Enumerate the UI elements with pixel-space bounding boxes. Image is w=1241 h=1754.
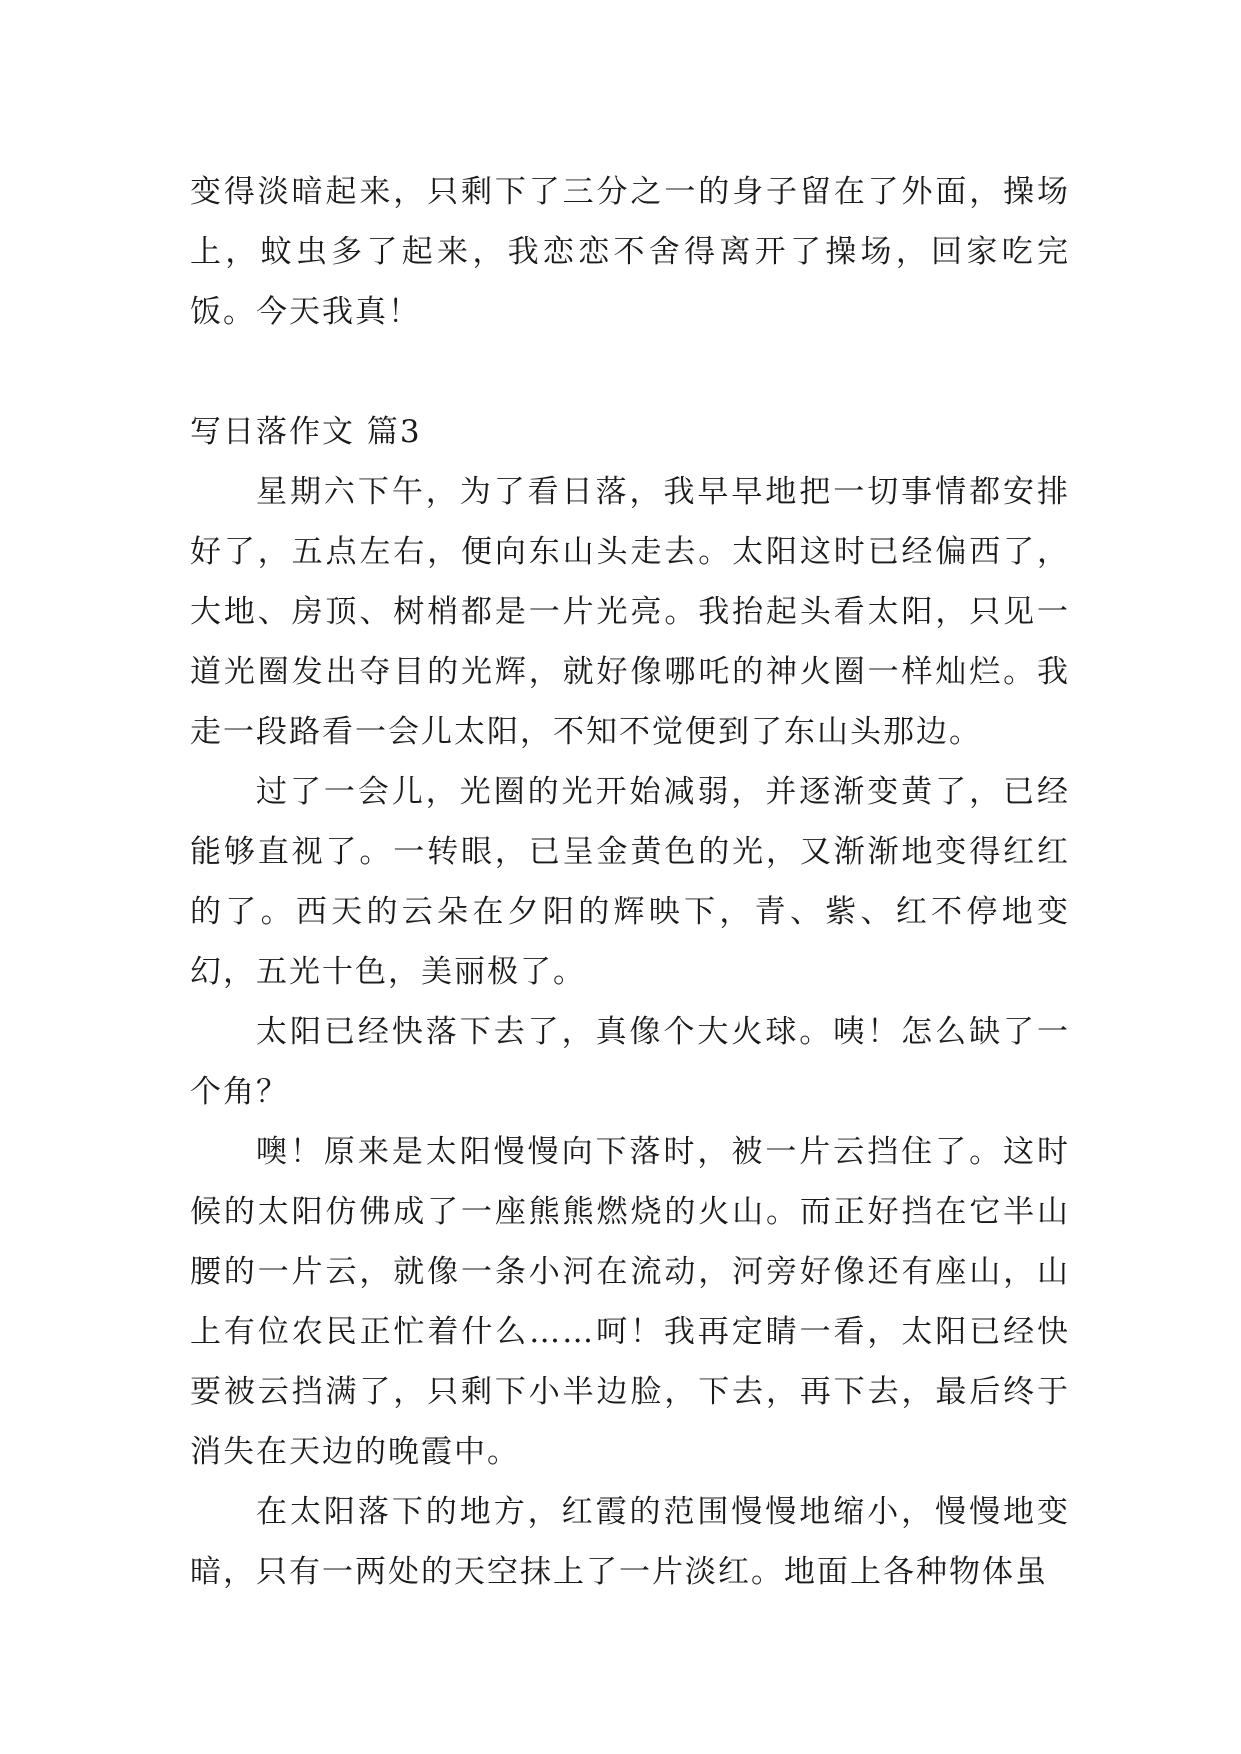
paragraph-4: 噢！原来是太阳慢慢向下落时，被一片云挡住了。这时候的太阳仿佛成了一座熊熊燃烧的火山。而正好挡在它半山腰的一片云，就像一条小河在流动，河旁好像还有座山，山上有位农民正忙着什么……呵！我再定睛一看，太阳已经快要被云挡满了，只剩下小半边脸，下去，再下去，最后终于消失在天边的晚霞中。 — [190, 1134, 1070, 1470]
paragraph-5: 在太阳落下的地方，红霞的范围慢慢地缩小，慢慢地变暗，只有一两处的天空抹上了一片淡红。地面上各种物体虽 — [190, 1494, 1070, 1590]
paragraph-2: 过了一会儿，光圈的光开始减弱，并逐渐变黄了，已经能够直视了。一转眼，已呈金黄色的光，又渐渐地变得红红的了。西天的云朵在夕阳的辉映下，青、紫、红不停地变幻，五光十色，美丽极了。 — [190, 774, 1070, 990]
continuation-paragraph: 变得淡暗起来，只剩下了三分之一的身子留在了外面，操场上，蚊虫多了起来，我恋恋不舍得离开了操场，回家吃完饭。今天我真！ — [190, 174, 1070, 330]
paragraph-1: 星期六下午，为了看日落，我早早地把一切事情都安排好了，五点左右，便向东山头走去。太阳这时已经偏西了，大地、房顶、树梢都是一片光亮。我抬起头看太阳，只见一道光圈发出夺目的光辉，就好像哪吒的神火圈一样灿烂。我走一段路看一会儿太阳，不知不觉便到了东山头那边。 — [190, 474, 1070, 750]
document-body — [190, 162, 1070, 1602]
paragraph-3: 太阳已经快落下去了，真像个大火球。咦！怎么缺了一个角？ — [190, 1014, 1070, 1110]
section-title: 写日落作文 篇3 — [190, 414, 422, 450]
